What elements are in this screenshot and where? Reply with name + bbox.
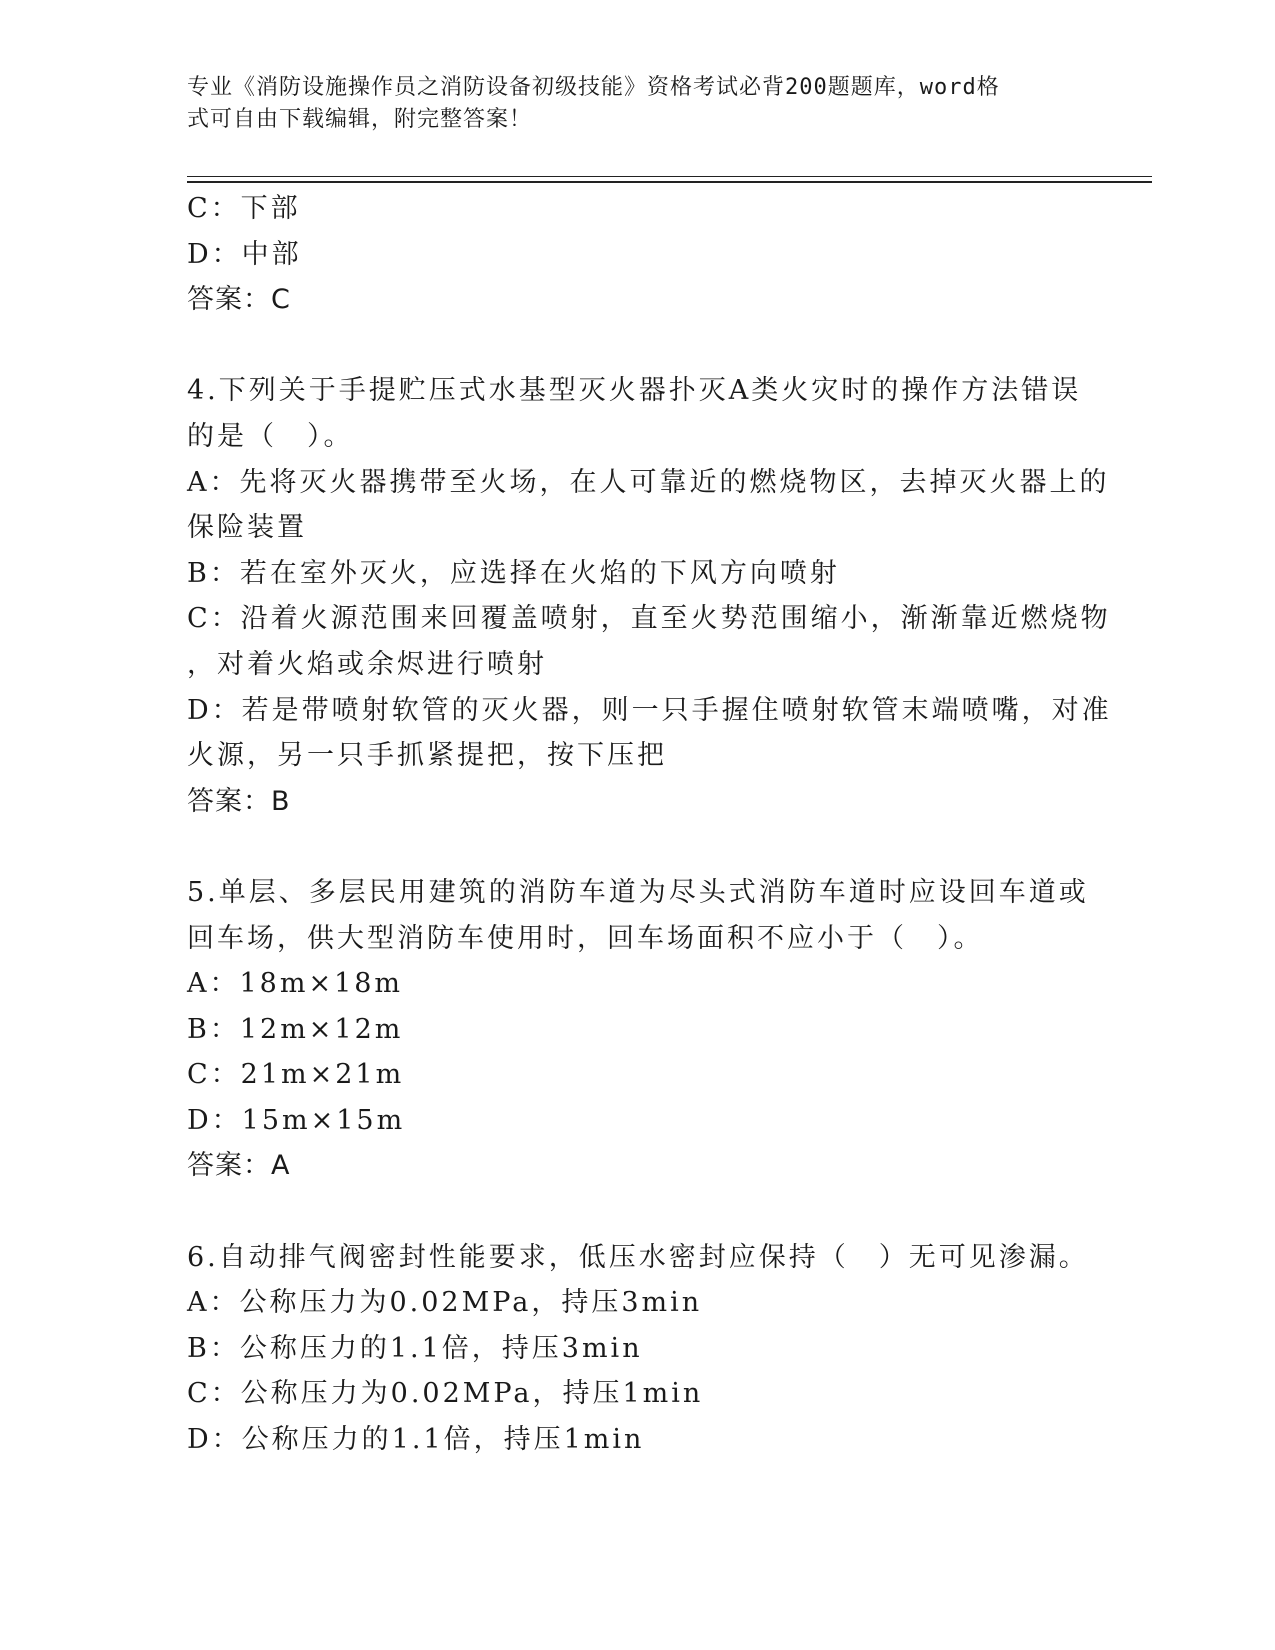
spacer <box>187 1189 1087 1235</box>
question-3-tail <box>187 186 1087 323</box>
spacer <box>187 323 1087 369</box>
question-5 <box>187 870 1087 1189</box>
q3-option-d: D：中部 <box>187 238 302 270</box>
q4-option-c-line-1: C：沿着火源范围来回覆盖喷射，直至火势范围缩小，渐渐靠近燃烧物 <box>187 603 1111 635</box>
q3-option-c: C：下部 <box>187 193 301 224</box>
q5-answer: 答案：A <box>187 1150 291 1182</box>
q6-option-c: C：公称压力为0.02MPa，持压1min <box>187 1378 704 1410</box>
q4-answer: 答案：B <box>187 785 291 817</box>
q4-option-b: B：若在室外灭火，应选择在火焰的下风方向喷射 <box>187 557 840 589</box>
header-line-1: 专业《消防设施操作员之消防设备初级技能》资格考试必背200题题库，word格 <box>187 75 1000 100</box>
q4-stem-line-1: 4.下列关于手提贮压式水基型灭火器扑灭A类火灾时的操作方法错误 <box>187 375 1082 407</box>
header-divider-bottom <box>187 181 1152 183</box>
q5-option-d: D：15m×15m <box>187 1104 406 1136</box>
q3-answer: 答案：C <box>187 284 291 316</box>
q4-stem-line-2: 的是（ ）。 <box>187 420 354 452</box>
q6-option-a: A：公称压力为0.02MPa，持压3min <box>187 1287 703 1319</box>
q5-option-b: B：12m×12m <box>187 1013 404 1045</box>
q6-option-b: B：公称压力的1.1倍，持压3min <box>187 1332 643 1364</box>
q6-option-d: D：公称压力的1.1倍，持压1min <box>187 1424 645 1456</box>
q4-option-a-line-2: 保险装置 <box>187 512 307 544</box>
spacer <box>187 824 1087 870</box>
q5-stem-line-1: 5.单层、多层民用建筑的消防车道为尽头式消防车道时应设回车道或 <box>187 876 1089 908</box>
question-4 <box>187 368 1112 824</box>
q4-option-c-line-2: ，对着火焰或余烬进行喷射 <box>187 648 547 680</box>
page-header <box>187 72 1067 136</box>
q4-option-d-line-2: 火源，另一只手抓紧提把，按下压把 <box>187 740 667 772</box>
header-divider-top <box>187 176 1152 177</box>
question-6 <box>187 1235 1087 1463</box>
q5-stem-line-2: 回车场，供大型消防车使用时，回车场面积不应小于（ ）。 <box>187 922 984 954</box>
question-content <box>187 186 1112 1463</box>
q6-stem-line-1: 6.自动排气阀密封性能要求，低压水密封应保持（ ）无可见渗漏。 <box>187 1241 1089 1273</box>
q5-option-c: C：21m×21m <box>187 1059 405 1091</box>
q4-option-d-line-1: D：若是带喷射软管的灭火器，则一只手握住喷射软管末端喷嘴，对准 <box>187 694 1112 726</box>
header-line-2: 式可自由下载编辑，附完整答案！ <box>187 107 533 132</box>
q5-option-a: A：18m×18m <box>187 968 404 1000</box>
q4-option-a-line-1: A：先将灭火器携带至火场，在人可靠近的燃烧物区，去掉灭火器上的 <box>187 466 1110 498</box>
